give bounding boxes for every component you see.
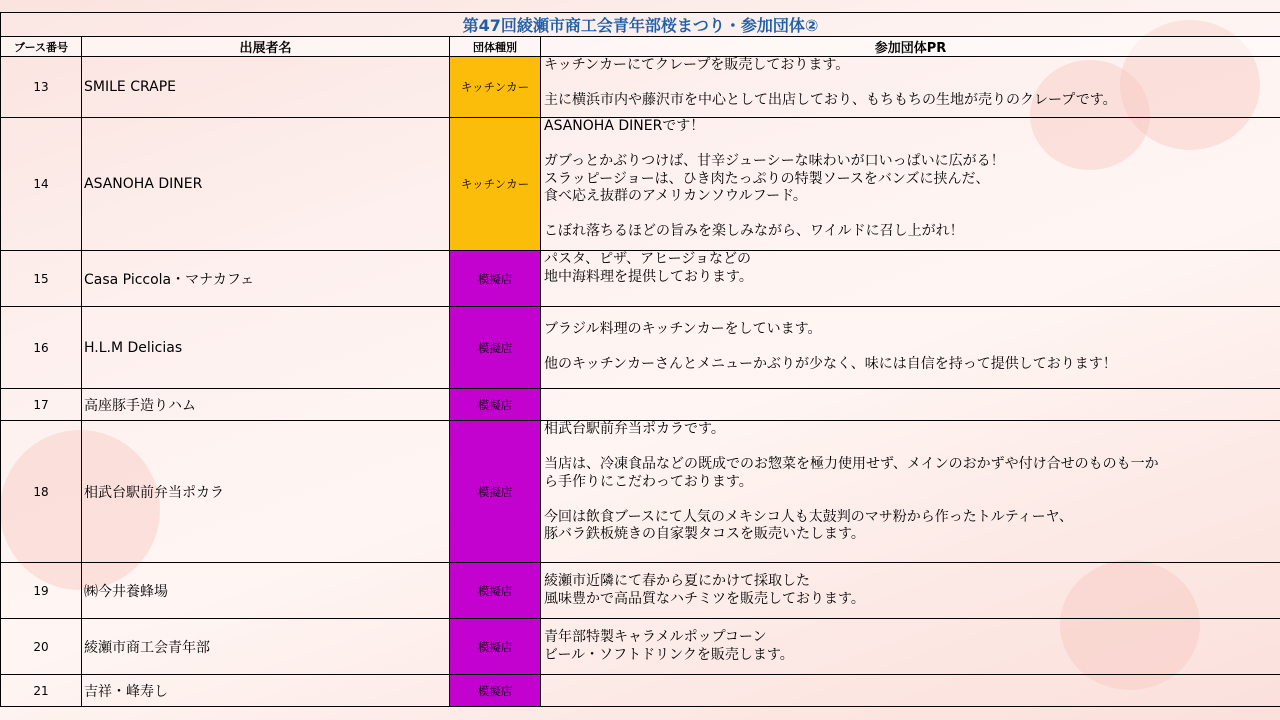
group-type: 模擬店 bbox=[450, 251, 541, 307]
exhibitor-name: Casa Piccola・マナカフェ bbox=[82, 251, 450, 307]
group-pr: ブラジル料理のキッチンカーをしています。 他のキッチンカーさんとメニューかぶりが少なく、味には自信を持って提供しております！ bbox=[541, 307, 1280, 389]
group-type: 模擬店 bbox=[450, 619, 541, 675]
participant-sheet bbox=[0, 12, 1280, 707]
table-row bbox=[1, 57, 1280, 118]
table-row bbox=[1, 307, 1280, 389]
group-pr: キッチンカーにてクレープを販売しております。 主に横浜市内や藤沢市を中心として出店しており、もちもちの生地が売りのクレープです。 bbox=[541, 57, 1280, 118]
group-pr: パスタ、ピザ、アヒージョなどの 地中海料理を提供しております。 bbox=[541, 251, 1280, 307]
exhibitor-name: 高座豚手造りハム bbox=[82, 389, 450, 421]
group-type: キッチンカー bbox=[450, 118, 541, 251]
header-exhibitor-name: 出展者名 bbox=[82, 37, 450, 57]
group-pr bbox=[541, 675, 1280, 707]
exhibitor-name: ASANOHA DINER bbox=[82, 118, 450, 251]
header-group-type: 団体種別 bbox=[450, 37, 541, 57]
exhibitor-name: 綾瀬市商工会青年部 bbox=[82, 619, 450, 675]
group-pr bbox=[541, 389, 1280, 421]
booth-number: 15 bbox=[1, 251, 82, 307]
table-row bbox=[1, 251, 1280, 307]
booth-number: 16 bbox=[1, 307, 82, 389]
booth-number: 14 bbox=[1, 118, 82, 251]
booth-number: 17 bbox=[1, 389, 82, 421]
group-type: キッチンカー bbox=[450, 57, 541, 118]
participant-table bbox=[0, 12, 1280, 707]
group-pr: 相武台駅前弁当ポカラです。 当店は、冷凍食品などの既成でのお惣菜を極力使用せず、メインのおかずや付け合せのものも一か ら手作りにこだわっております。 今回は飲食ブースにて人気のメキシコ人も太鼓判のマサ粉から作ったトルティーヤ、 豚バラ鉄板焼きの自家製タコスを販売いたします。 bbox=[541, 421, 1280, 563]
group-type: 模擬店 bbox=[450, 563, 541, 619]
exhibitor-name: 吉祥・峰寿し bbox=[82, 675, 450, 707]
group-pr: ASANOHA DINERです！ ガブっとかぶりつけば、甘辛ジューシーな味わいが口いっぱいに広がる！ スラッピージョーは、ひき肉たっぷりの特製ソースをバンズに挟んだ、 食べ応え抜群のアメリカンソウルフード。 こぼれ落ちるほどの旨みを楽しみながら、ワイルドに召し上がれ！ bbox=[541, 118, 1280, 251]
exhibitor-name: H.L.M Delicias bbox=[82, 307, 450, 389]
booth-number: 20 bbox=[1, 619, 82, 675]
exhibitor-name: 相武台駅前弁当ポカラ bbox=[82, 421, 450, 563]
group-type: 模擬店 bbox=[450, 389, 541, 421]
table-row bbox=[1, 421, 1280, 563]
exhibitor-name: SMILE CRAPE bbox=[82, 57, 450, 118]
group-pr: 綾瀬市近隣にて春から夏にかけて採取した 風味豊かで高品質なハチミツを販売しております。 bbox=[541, 563, 1280, 619]
booth-number: 21 bbox=[1, 675, 82, 707]
group-type: 模擬店 bbox=[450, 307, 541, 389]
group-pr: 青年部特製キャラメルポップコーン ビール・ソフトドリンクを販売します。 bbox=[541, 619, 1280, 675]
group-type: 模擬店 bbox=[450, 421, 541, 563]
booth-number: 19 bbox=[1, 563, 82, 619]
table-row bbox=[1, 675, 1280, 707]
table-row bbox=[1, 619, 1280, 675]
table-row bbox=[1, 389, 1280, 421]
exhibitor-name: ㈱今井養蜂場 bbox=[82, 563, 450, 619]
sheet-title: 第47回綾瀬市商工会青年部桜まつり・参加団体② bbox=[1, 13, 1280, 37]
booth-number: 13 bbox=[1, 57, 82, 118]
table-row bbox=[1, 118, 1280, 251]
group-type: 模擬店 bbox=[450, 675, 541, 707]
header-group-pr: 参加団体PR bbox=[541, 37, 1280, 57]
header-booth-number: ブース番号 bbox=[1, 37, 82, 57]
table-row bbox=[1, 563, 1280, 619]
booth-number: 18 bbox=[1, 421, 82, 563]
